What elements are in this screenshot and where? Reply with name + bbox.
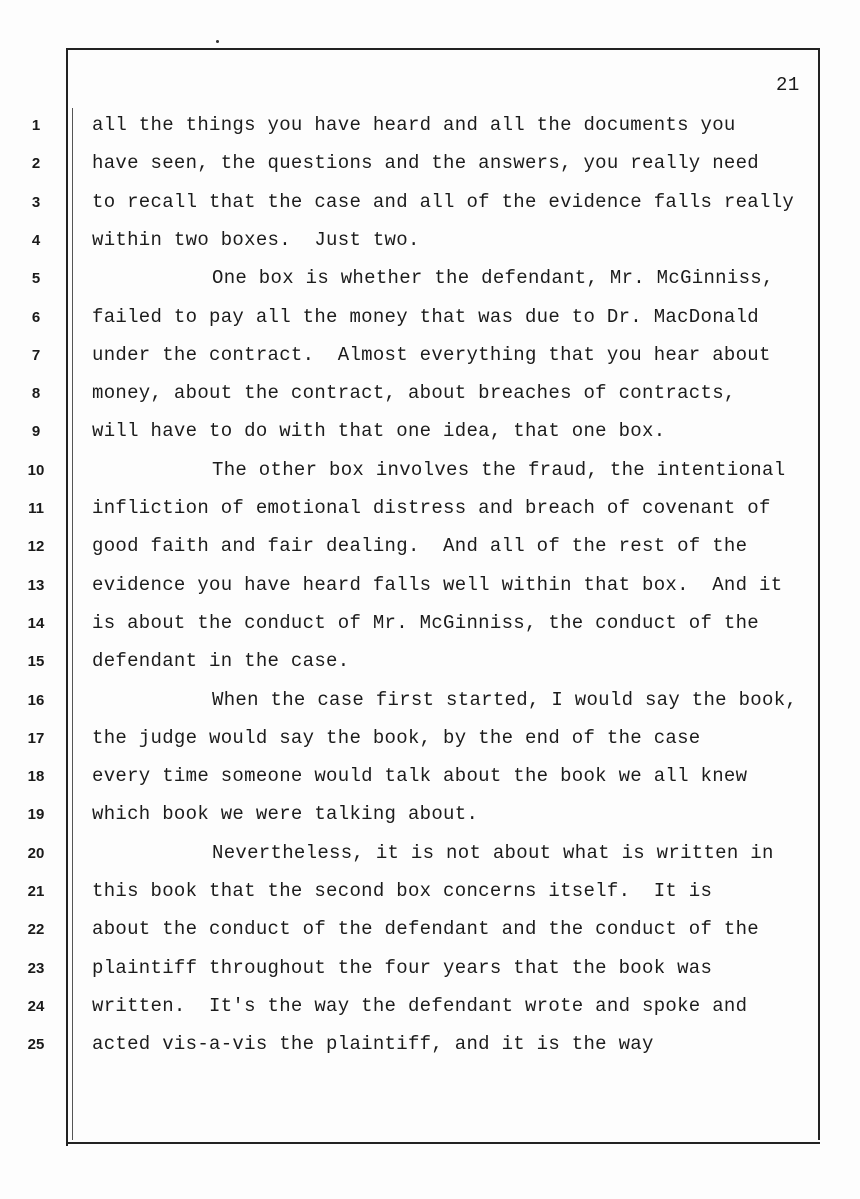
transcript-line: under the contract. Almost everything that you hear about bbox=[92, 344, 771, 366]
transcript-line: will have to do with that one idea, that one box. bbox=[92, 420, 666, 442]
page-border-top bbox=[66, 48, 818, 50]
transcript-line: within two boxes. Just two. bbox=[92, 229, 420, 251]
line-number: 1 bbox=[31, 117, 41, 134]
transcript-line: plaintiff throughout the four years that the book was bbox=[92, 957, 713, 979]
transcript-line: all the things you have heard and all the documents you bbox=[92, 114, 736, 136]
line-number: 24 bbox=[27, 998, 45, 1015]
transcript-line: is about the conduct of Mr. McGinniss, the conduct of the bbox=[92, 612, 760, 634]
transcript-line: which book we were talking about. bbox=[92, 803, 479, 825]
line-number: 4 bbox=[31, 232, 41, 249]
line-number: 2 bbox=[31, 155, 41, 172]
line-number: 23 bbox=[27, 960, 45, 977]
scan-speck bbox=[216, 40, 219, 43]
line-number: 22 bbox=[27, 921, 45, 938]
line-number: 21 bbox=[27, 883, 45, 900]
line-number: 15 bbox=[27, 653, 45, 670]
line-number: 25 bbox=[27, 1036, 45, 1053]
line-number: 12 bbox=[27, 538, 45, 555]
page-border-left bbox=[66, 48, 68, 1146]
transcript-line: infliction of emotional distress and breach of covenant of bbox=[92, 497, 771, 519]
line-number: 16 bbox=[27, 692, 45, 709]
line-number: 20 bbox=[27, 845, 45, 862]
transcript-line: every time someone would talk about the book we all knew bbox=[92, 765, 748, 787]
transcript-line: The other box involves the fraud, the intentional bbox=[212, 459, 786, 481]
transcript-line: to recall that the case and all of the evidence falls really bbox=[92, 191, 795, 213]
line-number: 8 bbox=[31, 385, 41, 402]
line-number: 14 bbox=[27, 615, 45, 632]
transcript-line: have seen, the questions and the answers, you really need bbox=[92, 152, 760, 174]
transcript-line: Nevertheless, it is not about what is written in bbox=[212, 842, 774, 864]
line-number: 10 bbox=[27, 462, 45, 479]
transcript-line: written. It's the way the defendant wrote and spoke and bbox=[92, 995, 748, 1017]
line-number: 5 bbox=[31, 270, 41, 287]
line-number: 17 bbox=[27, 730, 45, 747]
page-border-bottom bbox=[66, 1142, 820, 1144]
transcript-line: about the conduct of the defendant and the conduct of the bbox=[92, 918, 760, 940]
transcript-line: failed to pay all the money that was due to Dr. MacDonald bbox=[92, 306, 760, 328]
transcript-line: the judge would say the book, by the end of the case bbox=[92, 727, 701, 749]
transcript-line: evidence you have heard falls well within that box. And it bbox=[92, 574, 783, 596]
line-number-margin-rule bbox=[72, 108, 73, 1140]
page-number: 21 bbox=[776, 74, 800, 96]
page-border-right bbox=[818, 48, 820, 1140]
transcript-line: When the case first started, I would say the book, bbox=[212, 689, 798, 711]
transcript-line: defendant in the case. bbox=[92, 650, 350, 672]
line-number: 19 bbox=[27, 806, 45, 823]
line-number: 7 bbox=[31, 347, 41, 364]
line-number: 11 bbox=[28, 500, 44, 517]
transcript-line: One box is whether the defendant, Mr. McGinniss, bbox=[212, 267, 774, 289]
line-number: 18 bbox=[27, 768, 45, 785]
line-number: 9 bbox=[31, 423, 41, 440]
transcript-line: good faith and fair dealing. And all of the rest of the bbox=[92, 535, 748, 557]
transcript-line: acted vis-a-vis the plaintiff, and it is the way bbox=[92, 1033, 654, 1055]
line-number: 6 bbox=[31, 309, 41, 326]
line-number: 13 bbox=[27, 577, 45, 594]
line-number: 3 bbox=[31, 194, 41, 211]
transcript-line: this book that the second box concerns itself. It is bbox=[92, 880, 713, 902]
transcript-line: money, about the contract, about breaches of contracts, bbox=[92, 382, 736, 404]
